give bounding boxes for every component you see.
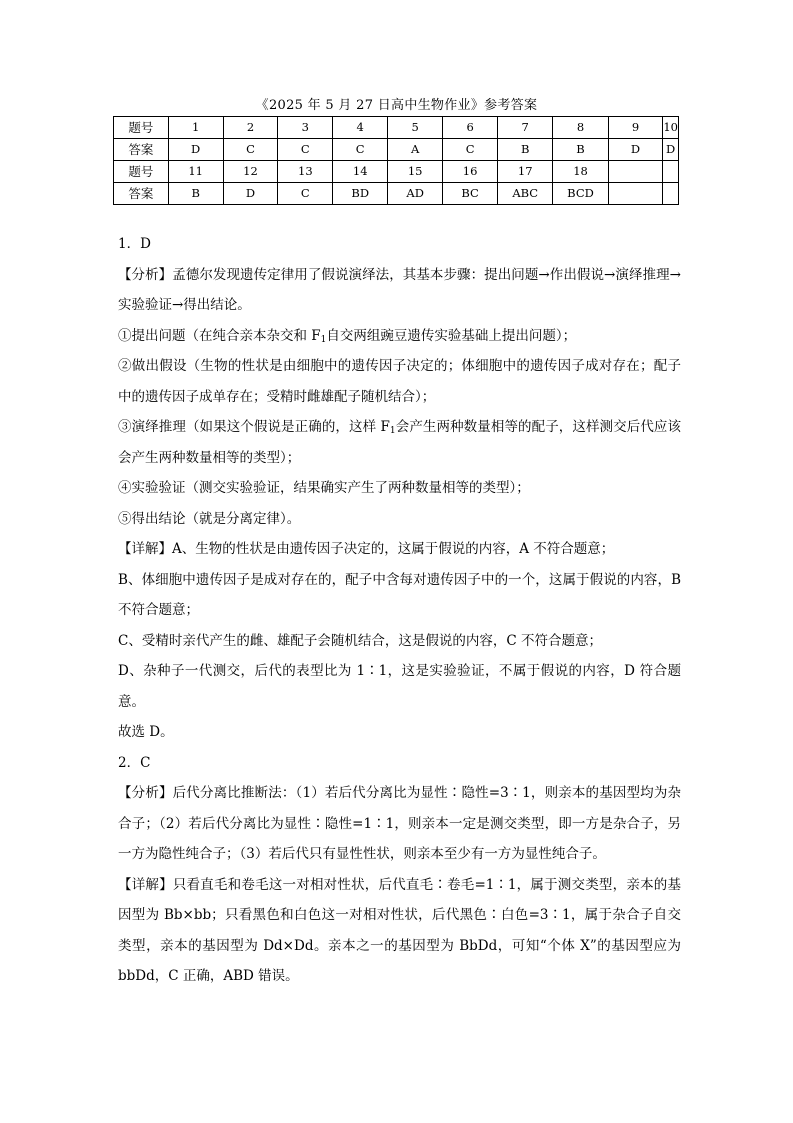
table-cell: AD [388,183,443,205]
question-1-analysis: 【分析】孟德尔发现遗传定律用了假说演绎法，其基本步骤：提出问题→作出假说→演绎推理→实验验证→得出结论。 [118,266,681,313]
step-text: 自交两组豌豆遗传实验基础上提出问题）； [326,327,577,344]
table-cell: B [498,139,553,161]
question-1-detail-d: D、杂种子一代测交，后代的表型比为 1∶1，这是实验验证，不属于假说的内容，D 符合题意。 [118,663,681,710]
table-cell: C [278,139,333,161]
answer-explanations [118,229,681,992]
question-1-detail-b: B、体细胞中遗传因子是成对存在的，配子中含每对遗传因子中的一个，这属于假说的内容，B 不符合题意； [118,571,681,618]
table-cell: D [663,139,679,161]
table-cell: 13 [278,161,333,183]
question-1-step-5: ⑤得出结论（就是分离定律）。 [118,510,301,527]
question-2-detail: 【详解】只看直毛和卷毛这一对相对性状，后代直毛∶卷毛=1∶1，属于测交类型，亲本的基因型为 Bb×bb；只看黑色和白色这一对相对性状，后代黑色∶白色=3∶1，属于杂合子自交类型，亲本的基因型为 Dd×Dd。亲本之一的基因型为 BbDd，可知“个体 X”的基因型应为 bbDd，C 正确，ABD 错误。 [118,876,681,984]
answer-table [113,116,679,205]
table-cell: 11 [168,161,223,183]
table-row [114,139,679,161]
step-text: ③演绎推理（如果这个假说是正确的，这样 F [118,419,390,435]
question-1-answer: 1．D [118,236,151,252]
document-title: 《2025 年 5 月 27 日高中生物作业》参考答案 [255,98,538,113]
table-cell: A [388,139,443,161]
table-cell [663,183,679,205]
table-cell: B [168,183,223,205]
table-cell: C [333,139,388,161]
table-cell: C [223,139,278,161]
table-cell: BCD [553,183,608,205]
table-cell: D [608,139,663,161]
table-cell: 4 [333,117,388,139]
table-cell: 6 [443,117,498,139]
question-2-analysis: 【分析】后代分离比推断法：（1）若后代分离比为显性∶隐性=3∶1，则亲本的基因型均为杂合子；（2）若后代分离比为显性∶隐性=1∶1，则亲本一定是测交类型，即一方是杂合子，另一方为隐性纯合子；（3）若后代只有显性性状，则亲本至少有一方为显性纯合子。 [118,785,681,862]
table-cell: BD [333,183,388,205]
table-row [114,183,679,205]
table-cell: 题号 [114,161,169,183]
question-1-step-3 [118,412,681,473]
table-cell: 10 [663,117,679,139]
table-cell: B [553,139,608,161]
table-cell: 7 [498,117,553,139]
question-1-step-1 [118,321,681,352]
table-cell: 2 [223,117,278,139]
table-cell: C [278,183,333,205]
table-row [114,161,679,183]
table-cell: 1 [168,117,223,139]
table-cell: D [223,183,278,205]
table-cell: 答案 [114,183,169,205]
table-cell: 17 [498,161,553,183]
table-cell: 8 [553,117,608,139]
question-1-conclusion: 故选 D。 [118,724,174,740]
table-cell: 16 [443,161,498,183]
subscript: 1 [389,426,396,436]
table-cell [663,161,679,183]
table-cell: 3 [278,117,333,139]
step-text: 会产生两种数量相等的配子，这样测交后代应该会产生两种数量相等的类型）； [118,419,681,466]
table-cell: ABC [498,183,553,205]
table-cell: D [168,139,223,161]
question-1-detail-c: C、受精时亲代产生的雌、雄配子会随机结合，这是假说的内容，C 不符合题意； [118,632,602,649]
subscript: 1 [320,334,327,345]
question-1-step-4: ④实验验证（测交实验验证，结果确实产生了两种数量相等的类型）； [118,480,530,496]
table-cell: C [443,139,498,161]
table-row [114,117,679,139]
table-cell: 9 [608,117,663,139]
table-cell: BC [443,183,498,205]
table-cell: 答案 [114,139,169,161]
table-cell: 题号 [114,117,169,139]
table-cell: 18 [553,161,608,183]
table-cell: 15 [388,161,443,183]
table-cell: 14 [333,161,388,183]
question-1-detail-a: 【详解】A、生物的性状是由遗传因子决定的，这属于假说的内容，A 不符合题意； [118,541,615,557]
step-text: ①提出问题（在纯合亲本杂交和 F [118,327,321,344]
question-1-step-2: ②做出假设（生物的性状是由细胞中的遗传因子决定的；体细胞中的遗传因子成对存在；配子中的遗传因子成单存在；受精时雌雄配子随机结合）； [118,358,681,405]
table-cell [608,183,663,205]
table-cell: 12 [223,161,278,183]
question-2-answer: 2．C [118,754,151,771]
table-cell [608,161,663,183]
table-cell: 5 [388,117,443,139]
